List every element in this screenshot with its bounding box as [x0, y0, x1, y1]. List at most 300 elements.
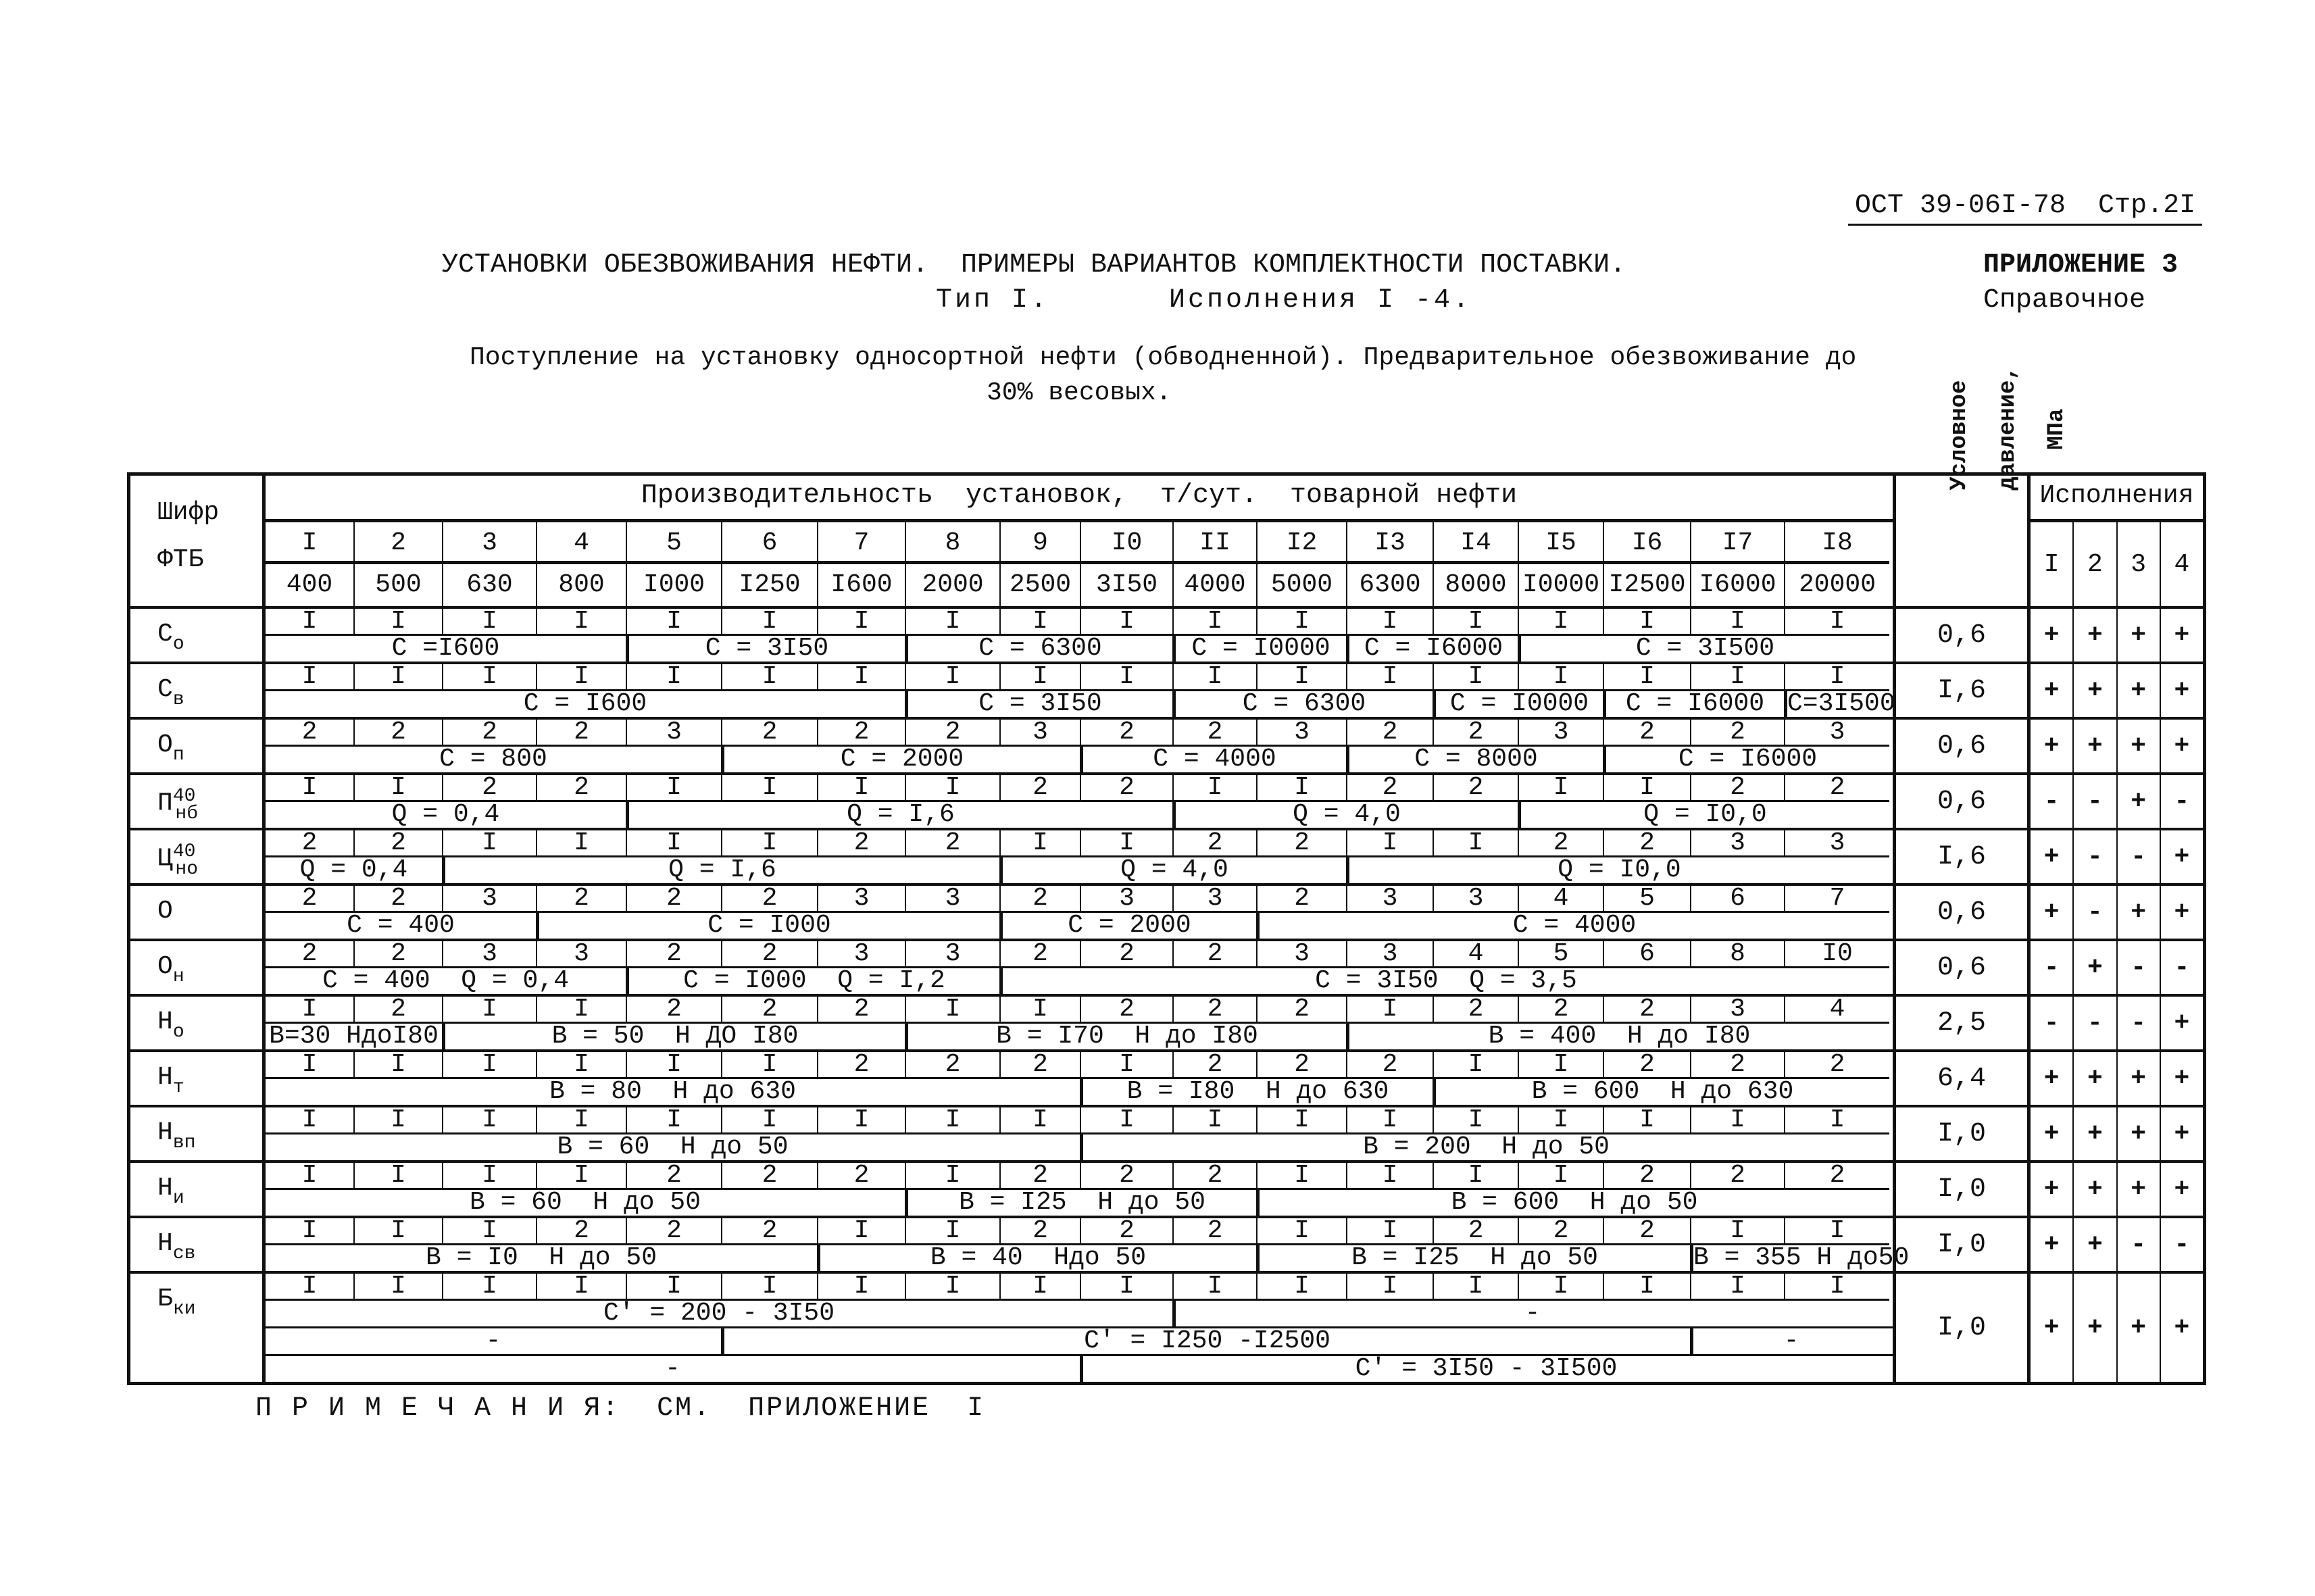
quantity-cell: I0 [1784, 941, 1889, 968]
capacity-value: 500 [353, 564, 442, 606]
column-number: 2 [353, 522, 442, 564]
quantity-cell: 2 [721, 886, 817, 913]
column-number: 9 [999, 522, 1080, 564]
quantity-cell: I [442, 1107, 536, 1134]
execution-mark: + [2072, 941, 2116, 994]
row-code-base: С [157, 620, 173, 649]
quantity-cell: 7 [1784, 886, 1889, 913]
quantity-cell: 2 [1172, 997, 1256, 1024]
row-specification-line [266, 913, 1893, 939]
capacity-value: 2000 [905, 564, 999, 606]
row-executions [2031, 997, 2203, 1049]
column-number: I4 [1433, 522, 1518, 564]
execution-mark: + [2116, 720, 2160, 772]
execution-mark: + [2116, 664, 2160, 717]
capacity-value: I6000 [1690, 564, 1784, 606]
row-specification-line [266, 802, 1893, 828]
row-code-subscript: ки [172, 1299, 196, 1320]
specification-span: C = 3I500 [1518, 636, 1889, 662]
quantity-cell: I [626, 775, 721, 802]
quantity-cell: I [442, 997, 536, 1024]
row-executions [2031, 1274, 2203, 1382]
specification-span: B = 200 Н до 50 [1080, 1134, 1889, 1160]
pressure-value: I,6 [1896, 830, 2031, 883]
quantity-cell: 2 [1690, 1052, 1784, 1079]
specification-span: C = 8000 [1346, 747, 1603, 772]
row-code-base: О [157, 897, 173, 926]
specification-span: B = 400 Н до I80 [1346, 1024, 1889, 1049]
quantity-cell: I [1433, 1052, 1518, 1079]
quantity-cell: 2 [1433, 775, 1518, 802]
quantity-cell: 2 [721, 941, 817, 968]
quantity-cell: I [1518, 1274, 1603, 1301]
quantity-cell: 2 [1256, 997, 1346, 1024]
quantity-cell: 3 [1256, 720, 1346, 747]
quantity-cell: I [721, 775, 817, 802]
description-line-2: 30% весовых. [987, 378, 1172, 407]
quantity-cell: I [1172, 775, 1256, 802]
table-row [130, 939, 2203, 994]
quantity-cell: I [905, 1218, 999, 1245]
quantity-cell: I [905, 1163, 999, 1190]
row-code-subscript: вп [172, 1132, 196, 1153]
row-code [130, 775, 266, 828]
execution-mark: + [2043, 620, 2060, 650]
execution-mark: - [2043, 787, 2060, 816]
specification-span: Q = I0,0 [1518, 802, 1889, 828]
row-data [266, 1274, 1896, 1382]
column-number: I2 [1256, 522, 1346, 564]
capacity-value: 2500 [999, 564, 1080, 606]
specification-span: C = I0000 [1172, 636, 1346, 662]
row-values [266, 886, 1893, 913]
quantity-cell: I [536, 830, 626, 857]
specification-span: C = 800 [439, 745, 547, 774]
execution-mark: + [2160, 1274, 2203, 1382]
quantity-cell: 2 [1172, 941, 1256, 968]
quantity-cell: 6 [1690, 886, 1784, 913]
row-code-subscript: в [172, 689, 184, 710]
quantity-cell: 3 [626, 720, 721, 747]
execution-mark: + [2116, 609, 2160, 662]
specification-span: B = 60 Н до 50 [469, 1188, 701, 1217]
quantity-cell: I [1172, 1107, 1256, 1134]
table-row [130, 772, 2203, 828]
pressure-value: I,0 [1896, 1163, 2031, 1216]
execution-mark: + [2043, 1313, 2060, 1343]
pressure-value: 0,6 [1896, 941, 2031, 994]
quantity-cell: 2 [905, 830, 999, 857]
quantity-cell: 2 [1690, 775, 1784, 802]
quantity-cell: I [1346, 997, 1433, 1024]
table-row [130, 883, 2203, 939]
quantity-cell: I [1433, 609, 1518, 636]
specification-span: C = 4000 [1256, 913, 1889, 939]
quantity-cell: I [1603, 664, 1690, 691]
quantity-cell: 2 [905, 720, 999, 747]
quantity-cell: I [1433, 1107, 1518, 1134]
execution-mark: + [2043, 1174, 2060, 1204]
quantity-cell: I [266, 997, 353, 1024]
row-code-subscript: о [172, 1022, 184, 1043]
specification-span: Q = I,6 [626, 802, 1172, 828]
quantity-cell: 2 [536, 1218, 626, 1245]
quantity-cell: 3 [1172, 886, 1256, 913]
execution-mark: + [2160, 720, 2203, 772]
quantity-cell: 2 [353, 941, 442, 968]
quantity-cell: 3 [817, 941, 905, 968]
quantity-cell: I [721, 1052, 817, 1079]
quantity-cell: I [817, 775, 905, 802]
row-code-subscript: но [175, 858, 199, 880]
quantity-cell: 2 [999, 1163, 1080, 1190]
specification-span: C = 400 [347, 911, 455, 940]
quantity-cell: I [817, 664, 905, 691]
specification-span: Q = I,6 [442, 857, 999, 883]
specification-span: C = I0000 [1433, 691, 1603, 717]
quantity-cell: I [536, 1274, 626, 1301]
row-specification-line [266, 857, 1893, 883]
execution-mark: + [2160, 1163, 2203, 1216]
capacity-value: I600 [817, 564, 905, 606]
pressure-value: I,0 [1896, 1218, 2031, 1271]
quantity-cell: 3 [442, 941, 536, 968]
quantity-cell: I [266, 775, 353, 802]
quantity-cell: 2 [721, 720, 817, 747]
execution-number: 2 [2072, 522, 2116, 606]
specification-span: B = 600 Н до 630 [1433, 1079, 1889, 1105]
quantity-cell: 2 [1172, 1163, 1256, 1190]
execution-mark: + [2116, 1052, 2160, 1105]
quantity-cell: I [536, 997, 626, 1024]
quantity-cell: 2 [626, 997, 721, 1024]
quantity-cell: I [1080, 1274, 1172, 1301]
quantity-cell: 3 [1784, 830, 1889, 857]
execution-number: 3 [2116, 522, 2160, 606]
quantity-cell: 2 [1784, 1163, 1889, 1190]
row-executions [2031, 609, 2203, 662]
document-code: ОСТ 39-06I-78 Стр.2I [1848, 191, 2202, 226]
row-code [130, 609, 266, 662]
pressure-header-line-3: МПа [2044, 408, 2070, 450]
capacity-value: 400 [286, 570, 333, 599]
quantity-cell: 5 [1603, 886, 1690, 913]
row-code-subscript: н [172, 966, 184, 987]
quantity-cell: I [1256, 1163, 1346, 1190]
specification-span: C = 3I50 Q = 3,5 [999, 968, 1889, 994]
quantity-cell: 2 [817, 997, 905, 1024]
quantity-cell: I [1518, 1052, 1603, 1079]
quantity-cell: I [1784, 1218, 1889, 1245]
row-data [266, 1163, 1896, 1216]
quantity-cell: I [536, 609, 626, 636]
quantity-cell: I [999, 609, 1080, 636]
quantity-cell: 2 [1433, 1218, 1518, 1245]
specification-span: B = 60 Н до 50 [557, 1132, 789, 1162]
row-specification-line [266, 636, 1893, 662]
quantity-cell: 2 [353, 997, 442, 1024]
execution-mark: - [2072, 886, 2116, 939]
specification-span: B = I0 Н до 50 [425, 1243, 657, 1272]
row-specification-line [266, 1243, 1910, 1272]
execution-mark: + [2116, 886, 2160, 939]
row-code [130, 1274, 266, 1382]
specification-span: - [1690, 1328, 1889, 1354]
quantity-cell: I [1080, 830, 1172, 857]
quantity-cell: 2 [626, 1163, 721, 1190]
quantity-cell: I [626, 1107, 721, 1134]
quantity-cell: I [999, 1107, 1080, 1134]
quantity-cell: 2 [266, 941, 353, 968]
quantity-cell: I [626, 609, 721, 636]
specification-span: B = 80 Н до 630 [549, 1077, 796, 1106]
quantity-cell: 3 [1080, 886, 1172, 913]
column-number: I6 [1603, 522, 1690, 564]
table-row [130, 717, 2203, 772]
quantity-cell: I [353, 1052, 442, 1079]
specification-span: C = 2000 [721, 747, 1080, 772]
quantity-cell: 2 [536, 775, 626, 802]
row-specification-line [266, 1354, 1893, 1382]
quantity-cell: 2 [353, 830, 442, 857]
pressure-value: I,0 [1896, 1274, 2031, 1382]
specification-span: C = I600 [523, 689, 647, 718]
table-row [130, 1271, 2203, 1382]
quantity-cell: 6 [1603, 941, 1690, 968]
quantity-cell: I [1603, 609, 1690, 636]
quantity-cell: 3 [999, 720, 1080, 747]
quantity-cell: 2 [1433, 997, 1518, 1024]
row-executions [2031, 1107, 2203, 1160]
specification-span: - [1172, 1301, 1889, 1326]
execution-mark: + [2160, 1107, 2203, 1160]
specification-span: C = 6300 [1172, 691, 1433, 717]
row-code-base: Б [157, 1285, 173, 1314]
specification-span: C=3I500 [1784, 691, 1889, 717]
specification-span: B = 600 Н до 50 [1256, 1190, 1889, 1216]
quantity-cell: 2 [1784, 775, 1889, 802]
column-number: 4 [536, 522, 626, 564]
quantity-cell: I [266, 609, 353, 636]
quantity-cell: 2 [1518, 997, 1603, 1024]
specification-span: - [665, 1354, 680, 1383]
execution-mark: + [2072, 664, 2116, 717]
row-executions [2031, 941, 2203, 994]
row-data [266, 886, 1896, 939]
execution-mark: + [2116, 1163, 2160, 1216]
specification-span: C = I000 Q = I,2 [626, 968, 999, 994]
execution-mark: - [2160, 775, 2203, 828]
execution-mark: + [2043, 731, 2060, 761]
quantity-cell: 2 [1172, 1052, 1256, 1079]
specification-span: C =I600 [391, 634, 500, 663]
quantity-cell: I [721, 1107, 817, 1134]
row-executions [2031, 830, 2203, 883]
quantity-cell: I [817, 1274, 905, 1301]
quantity-cell: I [442, 1274, 536, 1301]
specification-span: B = I25 Н до 50 [905, 1190, 1256, 1216]
row-specification-line [266, 1134, 1893, 1160]
quantity-cell: I [536, 1052, 626, 1079]
table-row [130, 1160, 2203, 1216]
quantity-cell: I [353, 664, 442, 691]
execution-mark: - [2116, 1218, 2160, 1271]
quantity-cell: 2 [1080, 720, 1172, 747]
specification-span: C = 3I50 [905, 691, 1172, 717]
quantity-cell: 2 [626, 1218, 721, 1245]
pressure-header-line-1: Условное [1947, 380, 1972, 491]
row-data [266, 997, 1896, 1049]
quantity-cell: 2 [1172, 1218, 1256, 1245]
execution-mark: + [2043, 897, 2060, 927]
execution-mark: - [2072, 775, 2116, 828]
quantity-cell: I [817, 609, 905, 636]
quantity-cell: I [905, 775, 999, 802]
quantity-cell: 2 [626, 886, 721, 913]
quantity-cell: I [442, 1052, 536, 1079]
capacity-value: 630 [442, 564, 536, 606]
row-code-superscript: 40 [172, 841, 196, 862]
quantity-cell: 3 [536, 941, 626, 968]
quantity-cell: I [1518, 1163, 1603, 1190]
quantity-cell: 2 [1603, 830, 1690, 857]
row-data [266, 1107, 1896, 1160]
quantity-cell: 2 [1256, 1052, 1346, 1079]
quantity-cell: 2 [1080, 1163, 1172, 1190]
specification-span: Q = I0,0 [1346, 857, 1889, 883]
execution-mark: + [2160, 886, 2203, 939]
execution-mark: + [2072, 1163, 2116, 1216]
capacities [266, 564, 1893, 606]
specification-span: C = 3I50 [626, 636, 905, 662]
quantity-cell: 2 [999, 941, 1080, 968]
pressure-header [1896, 366, 2070, 606]
execution-mark: - [2116, 830, 2160, 883]
quantity-cell: I [353, 775, 442, 802]
row-data [266, 1216, 1910, 1272]
quantity-cell: 2 [721, 997, 817, 1024]
quantity-cell: I [266, 1052, 353, 1079]
appendix-label: ПРИЛОЖЕНИЕ 3 [1983, 250, 2179, 280]
row-values [266, 1052, 1893, 1079]
column-number: I5 [1518, 522, 1603, 564]
column-number: 7 [817, 522, 905, 564]
quantity-cell: I [1172, 664, 1256, 691]
quantity-cell: I [1690, 1218, 1784, 1245]
quantity-cell: I [1256, 1274, 1346, 1301]
executions-label: Исполнения I -4. [1169, 285, 1472, 316]
row-code [130, 664, 266, 717]
execution-mark: + [2043, 1119, 2060, 1149]
quantity-cell: I [1603, 1107, 1690, 1134]
quantity-cell: I [1690, 1274, 1784, 1301]
specification-span: Q = 4,0 [999, 857, 1346, 883]
row-code-subscript: нб [175, 803, 199, 824]
execution-mark: + [2043, 1230, 2060, 1260]
quantity-cell: 2 [721, 1163, 817, 1190]
quantity-cell: I [817, 1107, 905, 1134]
row-executions [2031, 1218, 2203, 1271]
specification-span: C = I6000 [1603, 691, 1784, 717]
quantity-cell: 2 [1256, 886, 1346, 913]
quantity-cell: I [1172, 1274, 1256, 1301]
row-values [266, 830, 1893, 857]
row-values [266, 720, 1893, 747]
quantity-cell: I [266, 1218, 353, 1245]
quantity-cell: I [626, 1052, 721, 1079]
execution-mark: + [2160, 997, 2203, 1049]
execution-mark: + [2072, 1274, 2116, 1382]
quantity-cell: I [721, 664, 817, 691]
quantity-cell: I [1690, 609, 1784, 636]
quantity-cell: I [1256, 609, 1346, 636]
quantity-cell: 2 [817, 1163, 905, 1190]
pressure-value: 0,6 [1896, 775, 2031, 828]
quantity-cell: I [1518, 664, 1603, 691]
row-specification-line [266, 747, 1893, 772]
row-specification-line [266, 1079, 1893, 1105]
execution-mark: + [2072, 1052, 2116, 1105]
execution-mark: + [2043, 676, 2060, 705]
quantity-cell: 2 [999, 886, 1080, 913]
specification-span: B = 50 Н ДО I80 [442, 1024, 905, 1049]
quantity-cell: 3 [1690, 830, 1784, 857]
column-number: II [1172, 522, 1256, 564]
table-row [130, 994, 2203, 1049]
execution-mark: - [2043, 1008, 2060, 1038]
specification-span: C = 2000 [999, 913, 1256, 939]
row-values [266, 1163, 1893, 1190]
quantity-cell: I [999, 664, 1080, 691]
quantity-cell: I [1784, 664, 1889, 691]
quantity-cell: 3 [817, 886, 905, 913]
row-data [266, 1052, 1896, 1105]
quantity-cell: I [1080, 1107, 1172, 1134]
specification-span: C' = 3I50 - 3I500 [1080, 1356, 1889, 1382]
specification-span: C' = 200 - 3I50 [603, 1299, 835, 1328]
row-code-base: Ц [157, 844, 173, 874]
quantity-cell: 2 [266, 886, 353, 913]
row-code [130, 1052, 266, 1105]
capacity-value: 5000 [1256, 564, 1346, 606]
quantity-cell: I [1346, 664, 1433, 691]
capacity-value: I2500 [1603, 564, 1690, 606]
row-code-base: С [157, 675, 173, 704]
row-code-base: О [157, 730, 173, 759]
row-data [266, 830, 1896, 883]
execution-mark: + [2116, 1107, 2160, 1160]
row-executions [2031, 664, 2203, 717]
quantity-cell: I [536, 1163, 626, 1190]
table-row [130, 1216, 2203, 1271]
quantity-cell: 5 [1518, 941, 1603, 968]
execution-mark: + [2160, 609, 2203, 662]
quantity-cell: I [1256, 664, 1346, 691]
quantity-cell: 2 [1784, 1052, 1889, 1079]
row-code-base: П [157, 789, 173, 818]
specification-span: Q = 0,4 [299, 855, 408, 884]
code-header-line-2: ФТБ [157, 545, 204, 574]
capacity-value: 800 [536, 564, 626, 606]
row-specification-line [266, 1024, 1893, 1049]
quantity-cell: I [1433, 1163, 1518, 1190]
row-data [266, 941, 1896, 994]
row-code [130, 1218, 266, 1271]
table-row [130, 606, 2203, 662]
notes: П Р И М Е Ч А Н И Я: СМ. ПРИЛОЖЕНИЕ I [255, 1393, 986, 1424]
pressure-value: 6,4 [1896, 1052, 2031, 1105]
row-code-base: Н [157, 1174, 173, 1203]
